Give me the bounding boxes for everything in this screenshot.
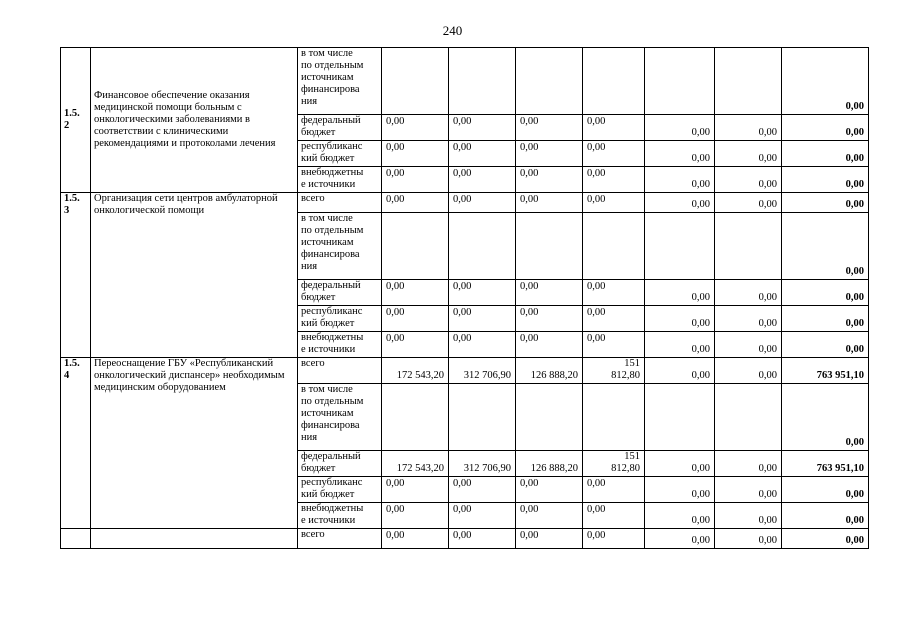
table-row [61,358,869,384]
total-cell [782,451,869,477]
total-value: 763 951,10 [816,370,864,381]
item-name: Организация сети центров амбулаторной онкологической помощи [91,193,298,358]
value-cell [382,477,449,503]
funding-source: внебюджетны е источники [298,503,382,529]
total-value: 0,00 [845,318,864,329]
value-cell [449,358,516,384]
table-row [61,529,869,549]
value-cell [382,48,449,115]
amount-value: 0,00 [691,199,710,210]
amount-value: 0,00 [453,530,472,541]
amount-value: 312 706,90 [463,370,511,381]
amount-value: 0,00 [520,333,539,344]
funding-source: внебюджетны е источники [298,332,382,358]
value-cell [382,451,449,477]
value-cell [715,115,782,141]
value-cell [516,451,583,477]
amount-value: 0,00 [587,504,606,515]
amount-value: 0,00 [453,116,472,127]
value-cell [583,384,645,451]
value-cell [382,529,449,549]
value-cell [382,332,449,358]
value-cell [583,280,645,306]
value-cell [382,193,449,213]
value-cell [715,332,782,358]
amount-value: 126 888,20 [530,463,578,474]
value-cell [449,280,516,306]
value-cell [583,193,645,213]
value-cell [715,529,782,549]
value-cell [645,529,715,549]
amount-value: 172 543,20 [396,370,444,381]
total-value: 0,00 [845,179,864,190]
value-cell [449,141,516,167]
amount-value: 0,00 [758,515,777,526]
value-cell [382,384,449,451]
value-cell [449,193,516,213]
total-value: 0,00 [845,489,864,500]
amount-value: 0,00 [758,535,777,546]
value-cell [516,280,583,306]
item-name [91,529,298,549]
amount-value: 0,00 [386,281,405,292]
funding-source: республиканс кий бюджет [298,306,382,332]
value-cell [645,167,715,193]
total-cell [782,477,869,503]
value-cell [382,115,449,141]
amount-value: 0,00 [386,116,405,127]
total-cell [782,384,869,451]
value-cell [583,503,645,529]
amount-value: 0,00 [758,370,777,381]
value-cell [516,477,583,503]
amount-value: 0,00 [520,168,539,179]
amount-value: 0,00 [386,307,405,318]
value-cell [583,529,645,549]
amount-value: 0,00 [758,153,777,164]
total-cell [782,48,869,115]
amount-value: 0,00 [758,489,777,500]
total-cell [782,503,869,529]
value-cell [449,384,516,451]
value-cell [645,48,715,115]
funding-source: всего [298,193,382,213]
value-cell [645,193,715,213]
total-cell [782,332,869,358]
value-cell [382,280,449,306]
value-cell [583,477,645,503]
value-cell [645,213,715,280]
amount-value: 0,00 [691,344,710,355]
value-cell [583,332,645,358]
value-cell [715,358,782,384]
amount-value: 0,00 [587,168,606,179]
amount-value: 0,00 [587,333,606,344]
amount-value: 0,00 [453,504,472,515]
total-value: 0,00 [845,199,864,210]
total-cell [782,193,869,213]
value-cell [645,141,715,167]
value-cell [715,477,782,503]
value-cell [516,115,583,141]
funding-source: федеральный бюджет [298,115,382,141]
value-cell [715,280,782,306]
value-cell [645,451,715,477]
value-cell [516,384,583,451]
value-cell [382,167,449,193]
value-cell [645,384,715,451]
value-cell [583,167,645,193]
funding-source: республиканс кий бюджет [298,141,382,167]
amount-value: 0,00 [453,333,472,344]
value-cell [583,115,645,141]
item-name: Переоснащение ГБУ «Республиканский онкологический диспансер» необходимым медицинским оборудованием [91,358,298,529]
value-cell [516,503,583,529]
amount-value: 0,00 [520,307,539,318]
value-cell [449,115,516,141]
total-cell [782,358,869,384]
value-cell [516,332,583,358]
amount-value: 151 812,80 [611,451,640,474]
amount-value: 0,00 [691,489,710,500]
amount-value: 0,00 [386,194,405,205]
value-cell [449,213,516,280]
item-name: Финансовое обеспечение оказания медицинской помощи больным с онкологическими заболеваниями в соответствии с клиническими рекомендациями и протоколами лечения [91,48,298,193]
item-number: 1.5. 3 [61,193,91,358]
total-cell [782,213,869,280]
amount-value: 0,00 [758,318,777,329]
value-cell [449,529,516,549]
total-cell [782,306,869,332]
funding-source: федеральный бюджет [298,451,382,477]
value-cell [449,306,516,332]
value-cell [382,503,449,529]
funding-source: внебюджетны е источники [298,167,382,193]
value-cell [449,503,516,529]
value-cell [583,451,645,477]
value-cell [645,477,715,503]
amount-value: 0,00 [453,142,472,153]
value-cell [645,280,715,306]
amount-value: 0,00 [587,307,606,318]
value-cell [449,48,516,115]
amount-value: 0,00 [520,530,539,541]
amount-value: 0,00 [758,344,777,355]
funding-source: в том числе по отдельным источникам финансирова ния [298,48,382,115]
value-cell [715,503,782,529]
amount-value: 0,00 [587,281,606,292]
amount-value: 0,00 [386,530,405,541]
total-cell [782,141,869,167]
value-cell [516,358,583,384]
amount-value: 0,00 [691,535,710,546]
amount-value: 0,00 [691,515,710,526]
value-cell [645,332,715,358]
amount-value: 0,00 [758,463,777,474]
total-value: 0,00 [845,515,864,526]
amount-value: 0,00 [587,194,606,205]
total-value: 0,00 [845,153,864,164]
total-value: 0,00 [845,437,864,448]
value-cell [382,306,449,332]
value-cell [715,141,782,167]
amount-value: 0,00 [453,307,472,318]
value-cell [516,141,583,167]
budget-table [60,47,869,549]
value-cell [449,332,516,358]
item-number: 1.5. 2 [61,48,91,193]
amount-value: 0,00 [520,504,539,515]
value-cell [516,529,583,549]
total-value: 0,00 [845,127,864,138]
amount-value: 0,00 [587,530,606,541]
amount-value: 0,00 [587,116,606,127]
amount-value: 0,00 [453,168,472,179]
amount-value: 0,00 [520,281,539,292]
funding-source: всего [298,529,382,549]
amount-value: 0,00 [453,478,472,489]
funding-source: федеральный бюджет [298,280,382,306]
value-cell [715,193,782,213]
funding-source: в том числе по отдельным источникам финансирова ния [298,213,382,280]
funding-source: республиканс кий бюджет [298,477,382,503]
amount-value: 151 812,80 [611,358,640,381]
amount-value: 0,00 [520,194,539,205]
value-cell [715,451,782,477]
amount-value: 0,00 [691,318,710,329]
amount-value: 0,00 [691,292,710,303]
amount-value: 0,00 [758,199,777,210]
amount-value: 0,00 [691,127,710,138]
total-value: 0,00 [845,344,864,355]
value-cell [449,451,516,477]
total-value: 0,00 [845,535,864,546]
amount-value: 0,00 [691,370,710,381]
value-cell [715,384,782,451]
table-row [61,193,869,213]
amount-value: 0,00 [758,179,777,190]
value-cell [382,213,449,280]
value-cell [516,193,583,213]
value-cell [583,48,645,115]
value-cell [583,306,645,332]
value-cell [715,306,782,332]
amount-value: 0,00 [386,142,405,153]
value-cell [715,167,782,193]
total-cell [782,280,869,306]
item-number: 1.5. 4 [61,358,91,529]
total-cell [782,115,869,141]
value-cell [449,167,516,193]
total-value: 763 951,10 [816,463,864,474]
amount-value: 312 706,90 [463,463,511,474]
total-cell [782,529,869,549]
value-cell [715,48,782,115]
amount-value: 126 888,20 [530,370,578,381]
value-cell [449,477,516,503]
total-value: 0,00 [845,292,864,303]
value-cell [715,213,782,280]
value-cell [645,358,715,384]
value-cell [583,213,645,280]
funding-source: в том числе по отдельным источникам финансирова ния [298,384,382,451]
amount-value: 0,00 [587,478,606,489]
item-number [61,529,91,549]
amount-value: 0,00 [386,168,405,179]
amount-value: 0,00 [691,463,710,474]
amount-value: 0,00 [758,127,777,138]
value-cell [583,141,645,167]
amount-value: 0,00 [386,333,405,344]
amount-value: 0,00 [691,153,710,164]
amount-value: 0,00 [520,142,539,153]
value-cell [645,503,715,529]
value-cell [516,306,583,332]
amount-value: 0,00 [587,142,606,153]
funding-source: всего [298,358,382,384]
value-cell [516,167,583,193]
amount-value: 0,00 [453,281,472,292]
amount-value: 0,00 [691,179,710,190]
amount-value: 0,00 [386,478,405,489]
amount-value: 0,00 [386,504,405,515]
total-value: 0,00 [845,101,864,112]
amount-value: 0,00 [520,116,539,127]
total-value: 0,00 [845,266,864,277]
amount-value: 0,00 [758,292,777,303]
table-row [61,48,869,115]
amount-value: 0,00 [520,478,539,489]
amount-value: 172 543,20 [396,463,444,474]
amount-value: 0,00 [453,194,472,205]
value-cell [382,141,449,167]
value-cell [645,115,715,141]
value-cell [516,213,583,280]
page-number: 240 [442,23,463,38]
value-cell [382,358,449,384]
total-cell [782,167,869,193]
value-cell [645,306,715,332]
value-cell [583,358,645,384]
value-cell [516,48,583,115]
